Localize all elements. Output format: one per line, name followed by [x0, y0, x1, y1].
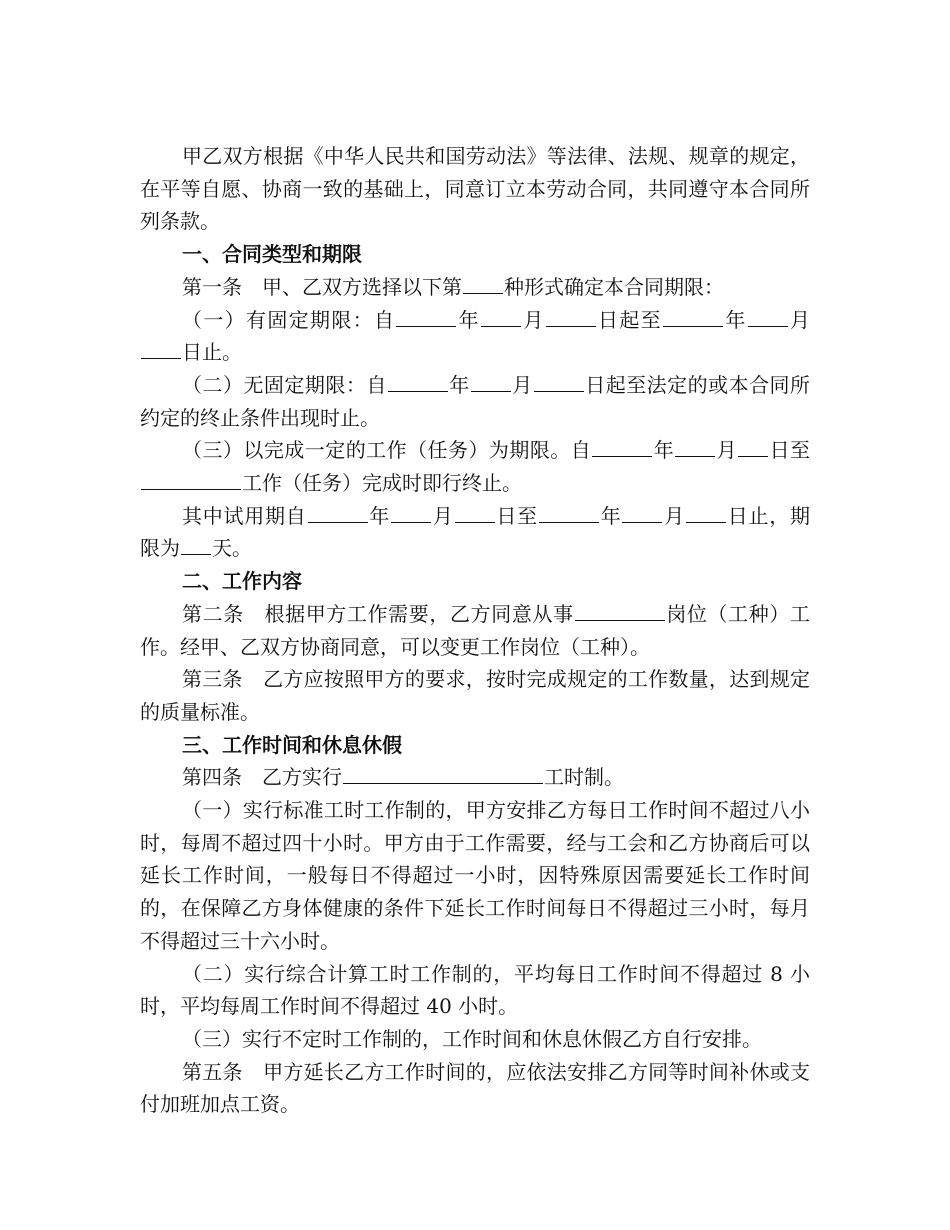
- contract-paragraph: [140, 369, 810, 434]
- fill-in-blank[interactable]: [539, 503, 599, 523]
- fill-in-blank[interactable]: [388, 372, 448, 392]
- paragraph-text: 月: [432, 503, 454, 528]
- paragraph-text: （二）无固定期限：自: [182, 372, 387, 397]
- fill-in-blank[interactable]: [308, 503, 368, 523]
- paragraph-text: 日起至: [596, 307, 663, 332]
- paragraph-text: 第三条 乙方应按照甲方的要求，按时完成规定的工作数量，达到规定的质量标准。: [140, 667, 810, 724]
- paragraph-text: 二、工作内容: [182, 569, 302, 594]
- fill-in-blank[interactable]: [592, 437, 652, 457]
- paragraph-text: 月: [663, 503, 685, 528]
- contract-paragraph: [140, 1056, 810, 1121]
- fill-in-blank[interactable]: [181, 535, 211, 555]
- fill-in-blank[interactable]: [396, 307, 456, 327]
- contract-paragraph: [140, 434, 810, 499]
- paragraph-text: 种形式确定本合同期限：: [504, 274, 724, 299]
- contract-paragraph: [140, 761, 810, 794]
- fill-in-blank[interactable]: [391, 503, 431, 523]
- contract-paragraph: [140, 304, 810, 369]
- contract-paragraph: [140, 500, 810, 565]
- paragraph-text: （一）实行标准工时工作制的，甲方安排乙方每日工作时间不超过八小时，每周不超过四十小时。甲方由于工作需要，经与工会和乙方协商后可以延长工作时间，一般每日不得超过一小时，因特殊原因需要延长工作时间的，在保障乙方身体健康的条件下延长工作时间每日不得超过三小时，每月不得超过三十六小时。: [140, 798, 810, 953]
- section-heading: [140, 238, 810, 271]
- fill-in-blank[interactable]: [481, 307, 521, 327]
- paragraph-text: 其中试用期自: [182, 503, 307, 528]
- contract-paragraph: [140, 598, 810, 663]
- contract-document: [140, 140, 810, 1121]
- fill-in-blank[interactable]: [748, 307, 788, 327]
- paragraph-text: 日起至法定的或本合同所约定的终止条件出现时止。: [140, 372, 811, 430]
- paragraph-text: 年: [448, 372, 470, 397]
- paragraph-text: 年: [457, 307, 481, 332]
- fill-in-blank[interactable]: [471, 372, 511, 392]
- paragraph-text: （一）有固定期限：自: [182, 307, 396, 332]
- fill-in-blank[interactable]: [738, 437, 768, 457]
- contract-paragraph: [140, 794, 810, 958]
- paragraph-text: 年: [599, 503, 622, 528]
- paragraph-text: 年: [653, 438, 675, 463]
- section-heading: [140, 565, 810, 598]
- paragraph-text: 工时制。: [544, 765, 624, 790]
- fill-in-blank[interactable]: [546, 307, 596, 327]
- fill-in-blank[interactable]: [686, 503, 726, 523]
- paragraph-text: （二）实行综合计算工时工作制的，平均每日工作时间不得超过 8 小时，平均每周工作时间不得超过 40 小时。: [140, 961, 810, 1019]
- paragraph-text: 第五条 甲方延长乙方工作时间的，应依法安排乙方同等时间补休或支付加班加点工资。: [140, 1059, 810, 1117]
- contract-paragraph: [140, 958, 810, 1023]
- contract-paragraph: [140, 271, 810, 304]
- fill-in-blank[interactable]: [343, 764, 543, 784]
- contract-paragraph: [140, 663, 810, 728]
- fill-in-blank[interactable]: [141, 470, 241, 490]
- paragraph-text: 一、合同类型和期限: [182, 242, 362, 267]
- paragraph-text: 日至: [495, 503, 538, 528]
- fill-in-blank[interactable]: [455, 503, 495, 523]
- contract-paragraph: [140, 1023, 810, 1056]
- fill-in-blank[interactable]: [663, 307, 723, 327]
- paragraph-text: 第四条 乙方实行: [182, 765, 342, 790]
- paragraph-text: 月: [716, 438, 738, 463]
- paragraph-text: 月: [788, 307, 811, 332]
- paragraph-text: 天。: [212, 536, 252, 561]
- paragraph-text: 日止。: [182, 340, 242, 365]
- paragraph-text: 日至: [769, 438, 811, 463]
- fill-in-blank[interactable]: [622, 503, 662, 523]
- paragraph-text: （三）实行不定时工作制的，工作时间和休息休假乙方自行安排。: [182, 1026, 762, 1051]
- fill-in-blank[interactable]: [463, 274, 503, 294]
- section-heading: [140, 729, 810, 762]
- paragraph-text: 年: [724, 307, 747, 332]
- paragraph-text: 日止，期限为: [140, 503, 811, 561]
- fill-in-blank[interactable]: [675, 437, 715, 457]
- paragraph-text: 年: [368, 503, 391, 528]
- paragraph-text: 第二条 根据甲方工作需要，乙方同意从事: [182, 601, 574, 626]
- paragraph-text: （三）以完成一定的工作（任务）为期限。自: [182, 438, 592, 463]
- paragraph-text: 岗位（工种）工作。经甲、乙双方协商同意，可以变更工作岗位（工种）。: [140, 601, 811, 659]
- contract-paragraph: [140, 140, 810, 238]
- paragraph-text: 第一条 甲、乙双方选择以下第: [182, 274, 462, 299]
- paragraph-text: 三、工作时间和休息休假: [182, 732, 402, 757]
- paragraph-text: 甲乙双方根据《中华人民共和国劳动法》等法律、法规、规章的规定，在平等自愿、协商一致的基础上，同意订立本劳动合同，共同遵守本合同所列条款。: [140, 144, 810, 234]
- paragraph-text: 工作（任务）完成时即行终止。: [242, 471, 522, 496]
- fill-in-blank[interactable]: [141, 339, 181, 359]
- paragraph-text: 月: [511, 372, 533, 397]
- fill-in-blank[interactable]: [575, 601, 665, 621]
- fill-in-blank[interactable]: [534, 372, 584, 392]
- paragraph-text: 月: [522, 307, 545, 332]
